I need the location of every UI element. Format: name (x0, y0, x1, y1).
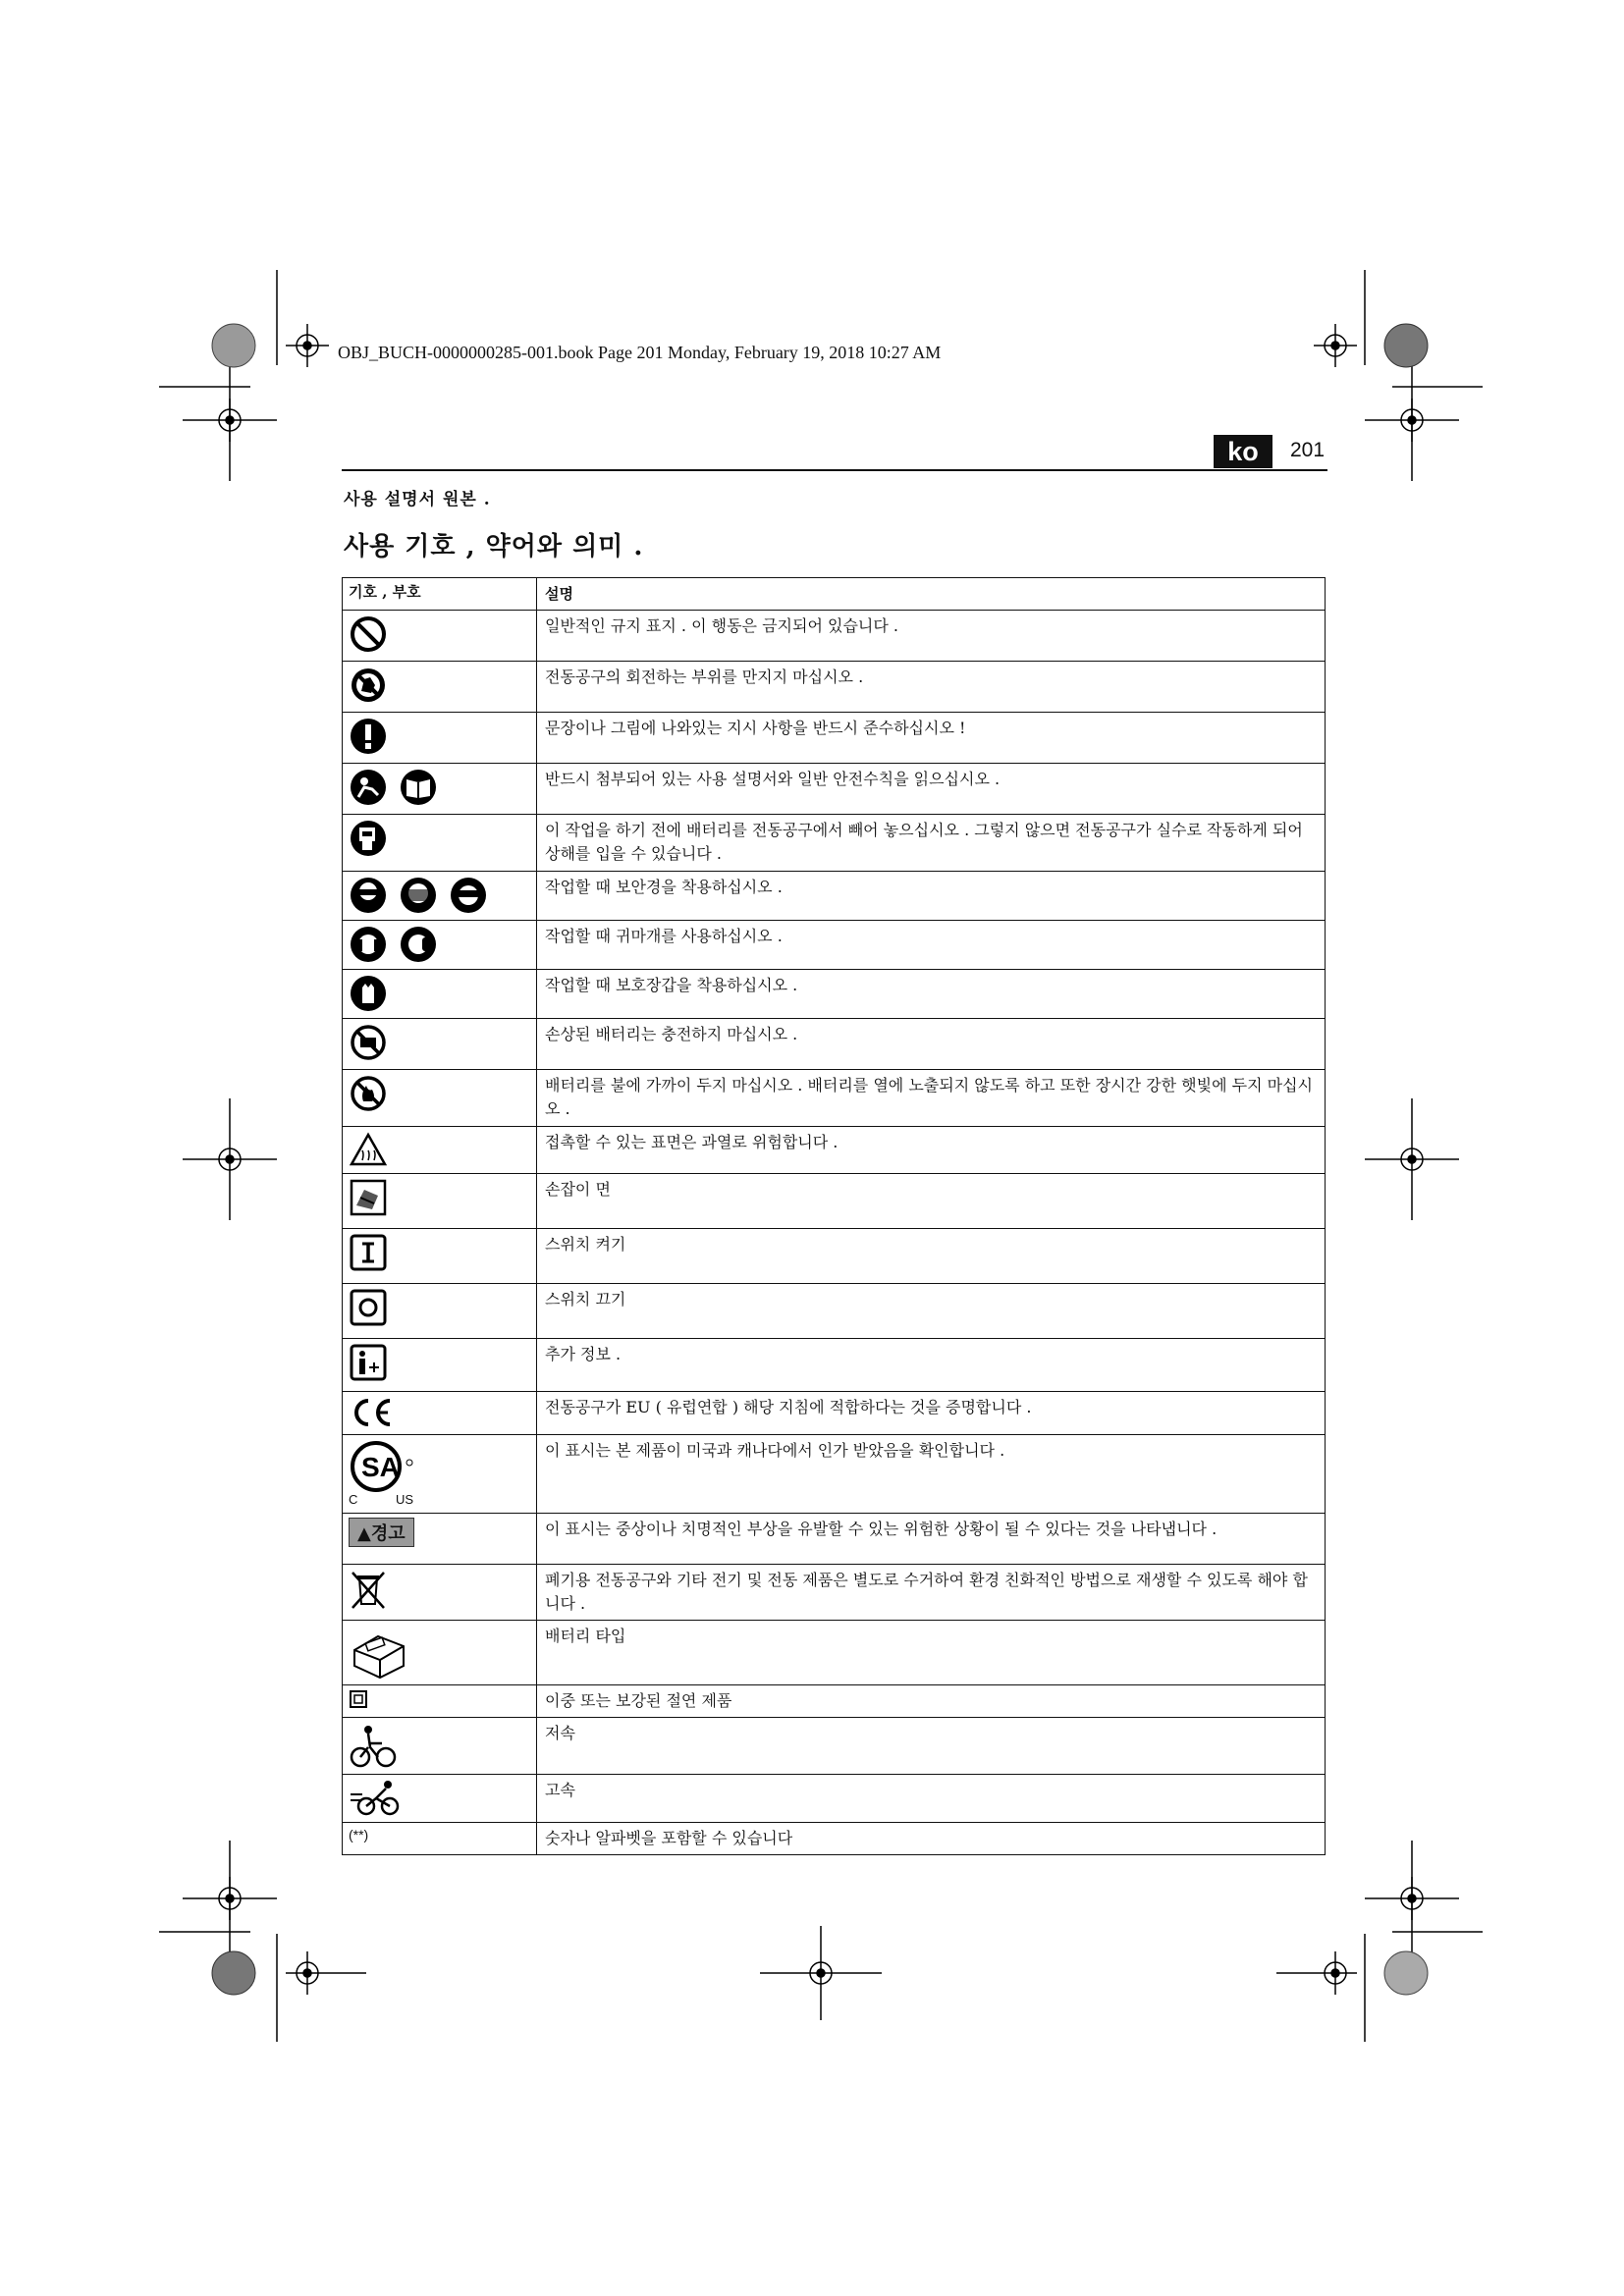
table-row (343, 1229, 1326, 1284)
fast-speed-icon (349, 1779, 404, 1818)
eye-protection-icon (349, 876, 388, 915)
info-plus-icon (349, 1343, 388, 1382)
mandatory-exclamation-icon (349, 717, 388, 756)
table-row (343, 1775, 1326, 1823)
table-header-row (343, 578, 1326, 611)
protective-gloves-icon (349, 974, 388, 1013)
row-description: 이 표시는 중상이나 치명적인 부상을 유발할 수 있는 위험한 상황이 될 수 있다는 것을 나타냅니다 . (537, 1514, 1326, 1565)
table-row (343, 611, 1326, 662)
row-description: 접촉할 수 있는 표면은 과열로 위험합니다 . (537, 1127, 1326, 1174)
table-row (343, 1339, 1326, 1392)
ear-protection-icon (349, 925, 388, 964)
row-description: 손잡이 면 (537, 1174, 1326, 1229)
row-description: 추가 정보 . (537, 1339, 1326, 1392)
table-row (343, 970, 1326, 1019)
table-row (343, 1127, 1326, 1174)
csa-left-label: C (349, 1492, 358, 1507)
row-description: 배터리 타입 (537, 1621, 1326, 1685)
table-row (343, 1435, 1326, 1514)
row-description: 문장이나 그림에 나와있는 지시 사항을 반드시 준수하십시오 ! (537, 713, 1326, 764)
prohibition-icon (349, 614, 388, 654)
row-description: 작업할 때 귀마개를 사용하십시오 . (537, 921, 1326, 970)
warning-badge-icon: ▲경고 (349, 1518, 414, 1547)
document-subtitle: 사용 설명서 원본 . (344, 490, 491, 509)
hot-surface-icon (349, 1131, 388, 1168)
ce-mark-icon (349, 1396, 398, 1429)
row-description: 고속 (537, 1775, 1326, 1823)
table-row (343, 1392, 1326, 1435)
row-description: 작업할 때 보호장갑을 착용하십시오 . (537, 970, 1326, 1019)
column-header-symbol: 기호 , 부호 (343, 578, 537, 611)
row-description: 폐기용 전동공구와 기타 전기 및 전동 제품은 별도로 수거하여 환경 친화적인 방법으로 재생할 수 있도록 해야 합니다 . (537, 1565, 1326, 1621)
table-row (343, 1174, 1326, 1229)
goggles-icon (449, 876, 488, 915)
row-description: 반드시 첨부되어 있는 사용 설명서와 일반 안전수칙을 읽으십시오 . (537, 764, 1326, 815)
table-row (343, 1621, 1326, 1685)
table-row (343, 872, 1326, 921)
table-row (343, 815, 1326, 872)
face-shield-icon (399, 876, 438, 915)
row-description: 숫자나 알파벳을 포함할 수 있습니다 (537, 1823, 1326, 1855)
row-description: 이 표시는 본 제품이 미국과 캐나다에서 인가 받았음을 확인합니다 . (537, 1435, 1326, 1514)
table-row (343, 713, 1326, 764)
switch-on-icon (349, 1233, 388, 1272)
table-row (343, 1019, 1326, 1070)
asterisk-placeholder: (**) (343, 1823, 537, 1855)
battery-type-icon (349, 1625, 407, 1680)
remove-battery-icon (349, 819, 388, 858)
svg-text:SA: SA (361, 1452, 400, 1482)
no-fire-icon (349, 1074, 388, 1113)
switch-off-icon (349, 1288, 388, 1327)
table-row (343, 1514, 1326, 1565)
table-row (343, 764, 1326, 815)
no-charge-damaged-battery-icon (349, 1023, 388, 1062)
page-title: 사용 기호 , 약어와 의미 . (344, 532, 644, 561)
manual-book-icon (399, 768, 438, 807)
table-row (343, 1284, 1326, 1339)
table-row (343, 1070, 1326, 1127)
print-file-info: OBJ_BUCH-0000000285-001.book Page 201 Monday, February 19, 2018 10:27 AM (338, 343, 942, 362)
weee-bin-icon (349, 1569, 388, 1610)
table-row (343, 1565, 1326, 1621)
row-description: 일반적인 규지 표지 . 이 행동은 금지되어 있습니다 . (537, 611, 1326, 662)
ear-muffs-icon (399, 925, 438, 964)
warning-badge-label: 경고 (370, 1523, 406, 1544)
no-touch-rotating-icon (349, 666, 388, 705)
row-description: 스위치 켜기 (537, 1229, 1326, 1284)
slow-speed-icon (349, 1722, 398, 1769)
table-row (343, 1823, 1326, 1855)
header-rule (342, 469, 1327, 471)
row-description: 배터리를 불에 가까이 두지 마십시오 . 배터리를 열에 노출되지 않도록 하고 또한 장시간 강한 햇빛에 두지 마십시오 . (537, 1070, 1326, 1127)
table-row (343, 1718, 1326, 1775)
row-description: 전동공구가 EU ( 유럽연합 ) 해당 지침에 적합하다는 것을 증명합니다 . (537, 1392, 1326, 1435)
row-description: 손상된 배터리는 충전하지 마십시오 . (537, 1019, 1326, 1070)
table-row (343, 921, 1326, 970)
row-description: 작업할 때 보안경을 착용하십시오 . (537, 872, 1326, 921)
column-header-description: 설명 (537, 578, 1326, 611)
handle-icon (349, 1178, 388, 1217)
page-number: 201 (1290, 439, 1326, 461)
language-badge: ko (1214, 435, 1272, 468)
row-description: 이 작업을 하기 전에 배터리를 전동공구에서 빼어 놓으십시오 . 그렇지 않으면 전동공구가 실수로 작동하게 되어 상해를 입을 수 있습니다 . (537, 815, 1326, 872)
row-description: 전동공구의 회전하는 부위를 만지지 마십시오 . (537, 662, 1326, 713)
symbols-table (342, 577, 1326, 1855)
row-description: 저속 (537, 1718, 1326, 1775)
row-description: 스위치 끄기 (537, 1284, 1326, 1339)
csa-right-label: US (396, 1492, 414, 1507)
table-row (343, 1685, 1326, 1718)
table-row (343, 662, 1326, 713)
read-manual-icon (349, 768, 388, 807)
double-insulation-icon (349, 1689, 368, 1709)
csa-mark-icon (349, 1439, 417, 1508)
row-description: 이중 또는 보강된 절연 제품 (537, 1685, 1326, 1718)
